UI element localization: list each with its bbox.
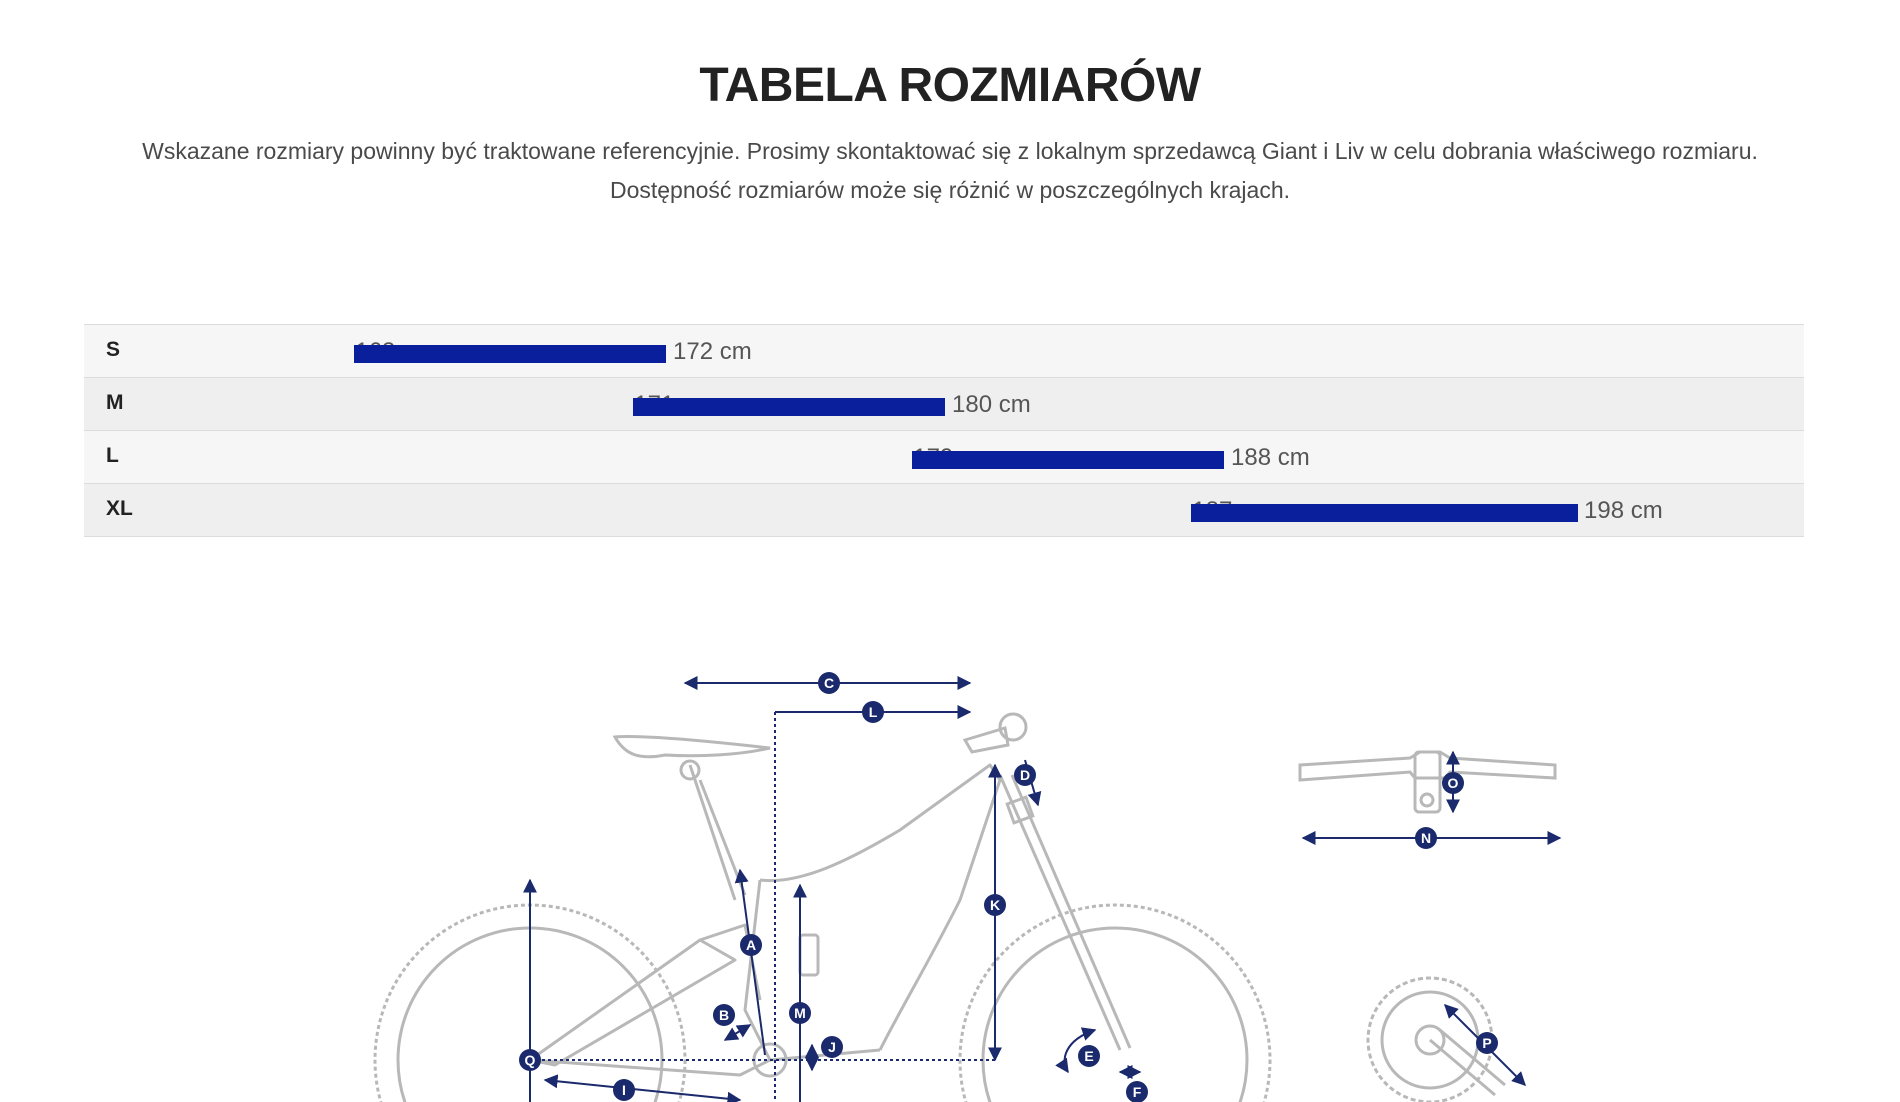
range-max: 188 cm [1231,444,1310,471]
marker-p [1476,1032,1498,1054]
marker-m [789,1002,811,1024]
range-max: 180 cm [952,391,1031,418]
svg-text:F: F [1132,1084,1142,1100]
intro-text [0,132,1900,210]
intro-line-2: Dostępność rozmiarów może się różnić w poszczególnych krajach. [609,177,1291,203]
range-bar [1191,504,1578,522]
range-bar [912,451,1224,469]
marker-f [1126,1081,1148,1102]
size-row-xl [84,484,1804,537]
front-wheel-icon [960,905,1270,1102]
handlebar-icon [1300,752,1555,812]
svg-text:K: K [989,897,1001,913]
svg-text:O: O [1447,775,1459,791]
size-label: XL [106,497,133,520]
range-max: 198 cm [1584,497,1663,524]
svg-text:A: A [745,937,757,953]
marker-a [740,934,762,956]
marker-j [821,1036,843,1058]
svg-text:E: E [1084,1048,1094,1064]
marker-d [1014,764,1036,786]
range-bar [633,398,945,416]
marker-n [1415,827,1437,849]
size-label: S [106,338,121,361]
geometry-diagram [0,640,1900,1102]
svg-text:D: D [1019,767,1031,783]
size-row-s [84,325,1804,378]
svg-text:C: C [823,675,835,691]
svg-text:M: M [794,1005,806,1021]
marker-b [713,1004,735,1026]
marker-o [1442,772,1464,794]
svg-text:Q: Q [524,1052,536,1068]
size-row-l [84,431,1804,484]
range-bar [354,345,666,363]
page-title: TABELA ROZMIARÓW [699,59,1201,112]
svg-text:N: N [1420,830,1432,846]
marker-k [984,894,1006,916]
svg-text:L: L [868,704,878,720]
svg-text:I: I [622,1082,626,1098]
svg-text:B: B [718,1007,730,1023]
size-label: L [106,444,119,467]
bike-frame-icon [530,765,1130,1076]
marker-c [818,672,840,694]
marker-e [1078,1045,1100,1067]
size-label: M [106,391,124,414]
size-row-m [84,378,1804,431]
marker-i [613,1079,635,1101]
marker-q [519,1049,541,1071]
intro-line-1: Wskazane rozmiary powinny być traktowane referencyjnie. Prosimy skontaktować się z lokalnym sprzedawcą Giant i Liv w celu dobrania właściwego rozmiaru. [142,138,1758,164]
marker-l [862,701,884,723]
svg-text:P: P [1482,1035,1492,1051]
bike-geometry-illustration [0,640,1900,1102]
range-max: 172 cm [673,338,752,365]
svg-text:J: J [828,1039,836,1055]
size-table [84,324,1804,537]
